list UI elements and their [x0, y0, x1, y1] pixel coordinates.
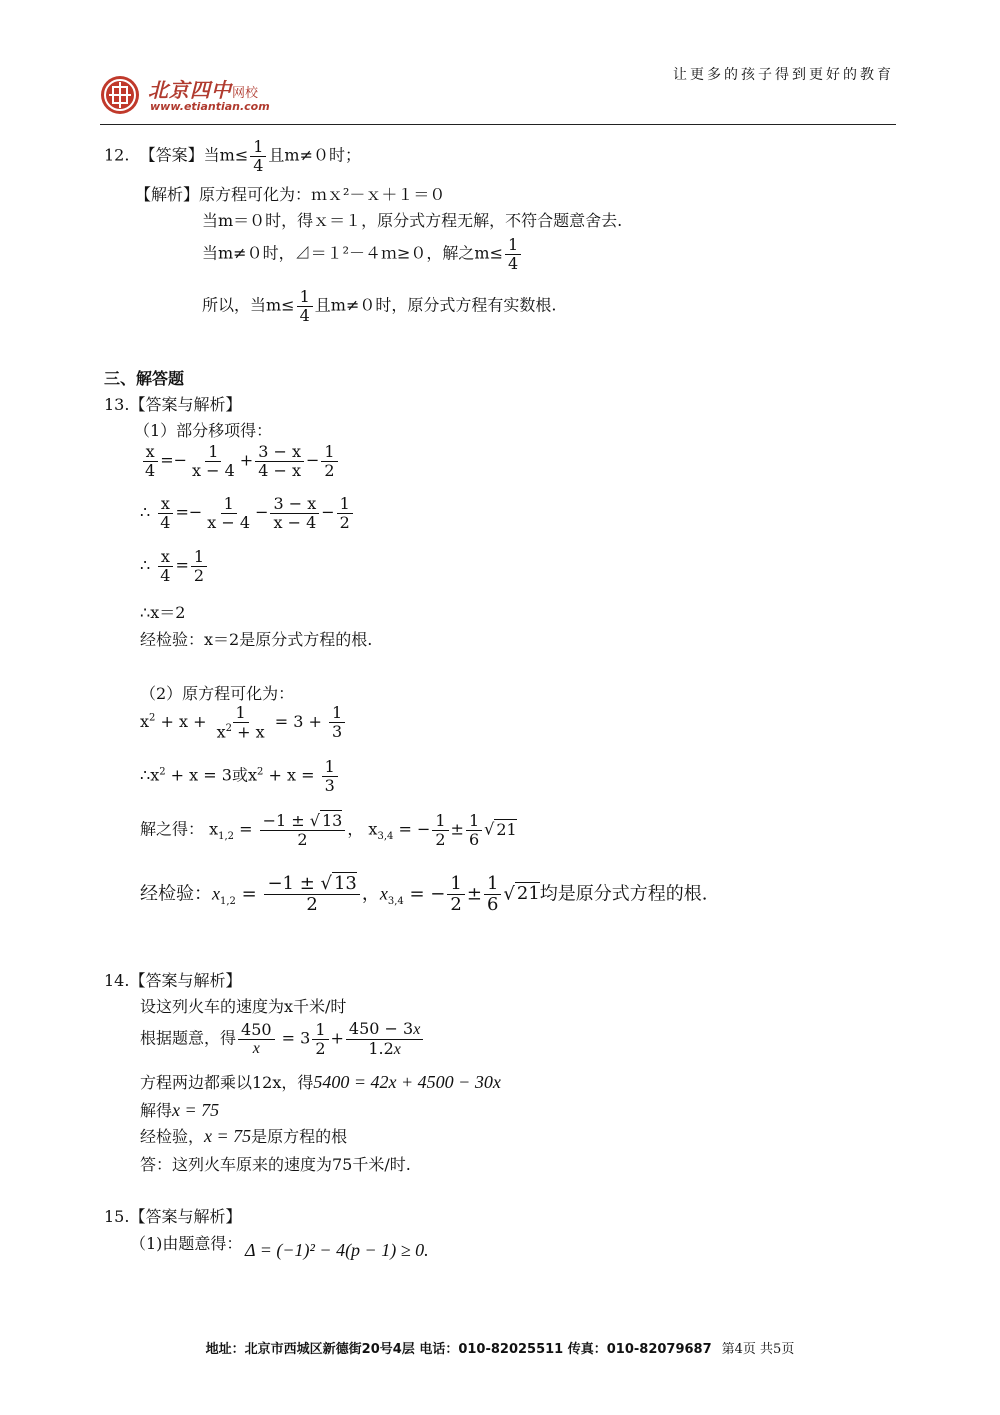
q14-line6: 答：这列火车原来的速度为75千米/时. [140, 1155, 411, 1174]
q13-eq5: $x^2 + x$ + $\frac{1}{x^2 + x}$ = 3 + $\frac{1}{3}$ [140, 704, 347, 741]
q12-explanation-line4: 所以，当m≤ $\frac{1}{4}$ 且m≠０时，原分式方程有实数根. [202, 287, 557, 325]
brand-url: www.etiantian.com [150, 100, 270, 113]
q12-explanation-line1: 【解析】原方程可化为：ｍｘ²－ｘ＋１＝０ [135, 185, 446, 204]
q13-part1-title: （1）部分移项得： [134, 421, 273, 440]
logo-icon [101, 76, 139, 114]
q15-equation: Δ = (−1)² − 4(p − 1) ≥ 0. [245, 1240, 429, 1260]
q13-part2-title: （2）原方程可化为： [140, 684, 295, 703]
q14-line1: 设这列火车的速度为x千米/时 [140, 997, 347, 1016]
brand-name: 北京四中网校 [148, 78, 259, 102]
q13-check1: 经检验：x＝2是原分式方程的根. [140, 630, 373, 649]
q13-eq2: ∴ $\frac{x}{4}$ =− $\frac{1}{x - 4}$ − $\frac{3 - x}{x - 4}$ − $\frac{1}{2}$ [140, 495, 355, 531]
q13-check2: 经检验：$x_{1,2}$ = $\frac{-1 \pm √ 13}{2}$ ，$x_{3,4}$ = − $\frac{1}{2}$ ± $\frac{1}{6}$ √ 21均是原分式方程的根. [140, 873, 708, 915]
q13-eq4: ∴x＝2 [140, 603, 186, 622]
q13-solution: 解之得： $x_{1,2}$ = $\frac{-1 \pm √ 13}{2}$ ， $x_{3,4}$ = − $\frac{1}{2}$ ± $\frac{1}{6}$ √ 21 [140, 811, 517, 849]
q12-explanation-line3: 当m≠０时，⊿＝１²－４ｍ≥０，解之m≤ $\frac{1}{4}$ [202, 236, 523, 272]
q13-eq6: $\therefore x^2 + x = 3$或$x^2 + x$ = $\frac{1}{3}$ [140, 758, 340, 794]
q12-answer: 12. 【答案】当m≤ $\frac{1}{4}$ 且m≠０时； [104, 137, 362, 175]
footer: 地址：北京市西城区新德街20号4层 电话：010-82025511 传真：010-82079687 第4页 共5页 [205, 1342, 795, 1357]
q14-line2: 根据题意，得 $\frac{450}{x}$ = 3 $\frac{1}{2}$ + $\frac{450 - 3x}{1.2x}$ [140, 1020, 425, 1058]
slogan: 让更多的孩子得到更好的教育 [673, 67, 894, 83]
q14-heading: 14.【答案与解析】 [104, 971, 242, 990]
q15-line1: （1)由题意得： [130, 1234, 243, 1253]
q12-explanation-line2: 当m＝０时，得ｘ＝１，原分式方程无解，不符合题意舍去. [202, 211, 623, 230]
header-divider [100, 124, 896, 125]
q14-line4: 解得x = 75 [140, 1100, 220, 1120]
q15-heading: 15.【答案与解析】 [104, 1207, 242, 1226]
q13-heading: 13.【答案与解析】 [104, 395, 242, 414]
q14-line5: 经检验，x = 75是原方程的根 [140, 1126, 348, 1146]
q13-eq3: ∴ $\frac{x}{4}$ = $\frac{1}{2}$ [140, 548, 209, 584]
q13-eq1: $\frac{x}{4}$ =− $\frac{1}{x - 4}$ + $\frac{3 - x}{4 - x}$ − $\frac{1}{2}$ [140, 443, 340, 479]
q14-line3: 方程两边都乘以12x，得5400 = 42x + 4500 − 30x [140, 1072, 501, 1092]
section-heading: 三、解答题 [104, 369, 185, 388]
